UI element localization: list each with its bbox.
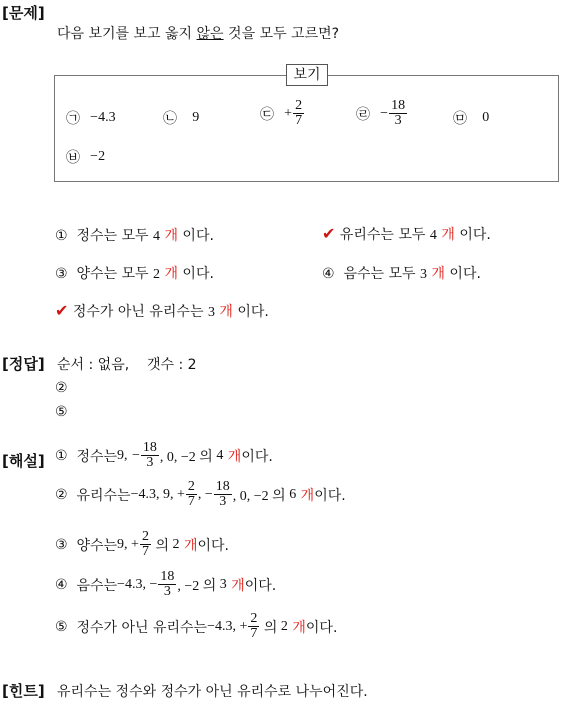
answer-line: 순서 : 없음, 갯수 : 2 <box>57 357 197 373</box>
hint-tag: [힌트] <box>2 682 45 700</box>
question-pre: 다음 보기를 보고 옳지 <box>57 26 197 42</box>
explanation-3: ③ 양수는 9, + $\frac{2}{7}$ 의 2 개 이다. <box>55 529 229 559</box>
explanation-5: ⑤ 정수가 아닌 유리수는 −4.3, + $\frac{2}{7}$ 의 2 개 이다. <box>55 611 338 641</box>
example-item-3: ㉢ + $\frac{2}{7}$ <box>260 98 303 128</box>
choice-4[interactable]: ④ 음수는 모두 3 개 이다. <box>322 266 481 282</box>
example-box <box>54 75 559 182</box>
choice-3[interactable]: ③ 양수는 모두 2 개 이다. <box>55 266 214 282</box>
fraction: $\frac{18}{3}$ <box>391 98 406 128</box>
explanation-1: ① 정수는 9, − $\frac{18}{3}$ , 0, −2 의 4 개 이다. <box>55 440 273 470</box>
question-text <box>57 23 339 43</box>
check-icon: ✔ <box>55 301 69 320</box>
check-icon: ✔ <box>322 224 336 243</box>
fraction: $\frac{2}{7}$ <box>295 98 303 128</box>
question-underlined: 않은 <box>196 26 224 42</box>
example-item-2: ㉡ 9 <box>163 110 200 127</box>
example-box-title: 보기 <box>286 64 328 86</box>
example-item-5: ㉤ 0 <box>453 110 490 127</box>
explanation-2: ② 유리수는 −4.3, 9, + $\frac{2}{7}$ , − $\frac{18}{3}$ , 0, −2 의 6 개 이다. <box>55 479 346 509</box>
explanation-tag: [해설] <box>2 452 45 470</box>
choice-2[interactable]: ✔ 유리수는 모두 4 개 이다. <box>322 224 491 243</box>
problem-tag: [문제] <box>2 4 45 22</box>
answer-item-1: ② <box>55 380 68 396</box>
answer-tag: [정답] <box>2 355 45 373</box>
explanation-4: ④ 음수는 −4.3, − $\frac{18}{3}$ , −2 의 3 개 이다. <box>55 569 277 599</box>
example-item-6: ㉥ − 2 <box>66 149 106 166</box>
hint-text: 유리수는 정수와 정수가 아닌 유리수로 나누어진다. <box>57 684 368 700</box>
answer-item-2: ⑤ <box>55 404 68 420</box>
example-item-4: ㉣ − $\frac{18}{3}$ <box>356 98 406 128</box>
choice-1[interactable]: ① 정수는 모두 4 개 이다. <box>55 228 214 244</box>
question-post: 것을 모두 고르면? <box>223 26 340 42</box>
example-item-1: ㉠ − 4.3 <box>66 110 116 127</box>
choice-5[interactable]: ✔ 정수가 아닌 유리수는 3 개 이다. <box>55 301 269 320</box>
